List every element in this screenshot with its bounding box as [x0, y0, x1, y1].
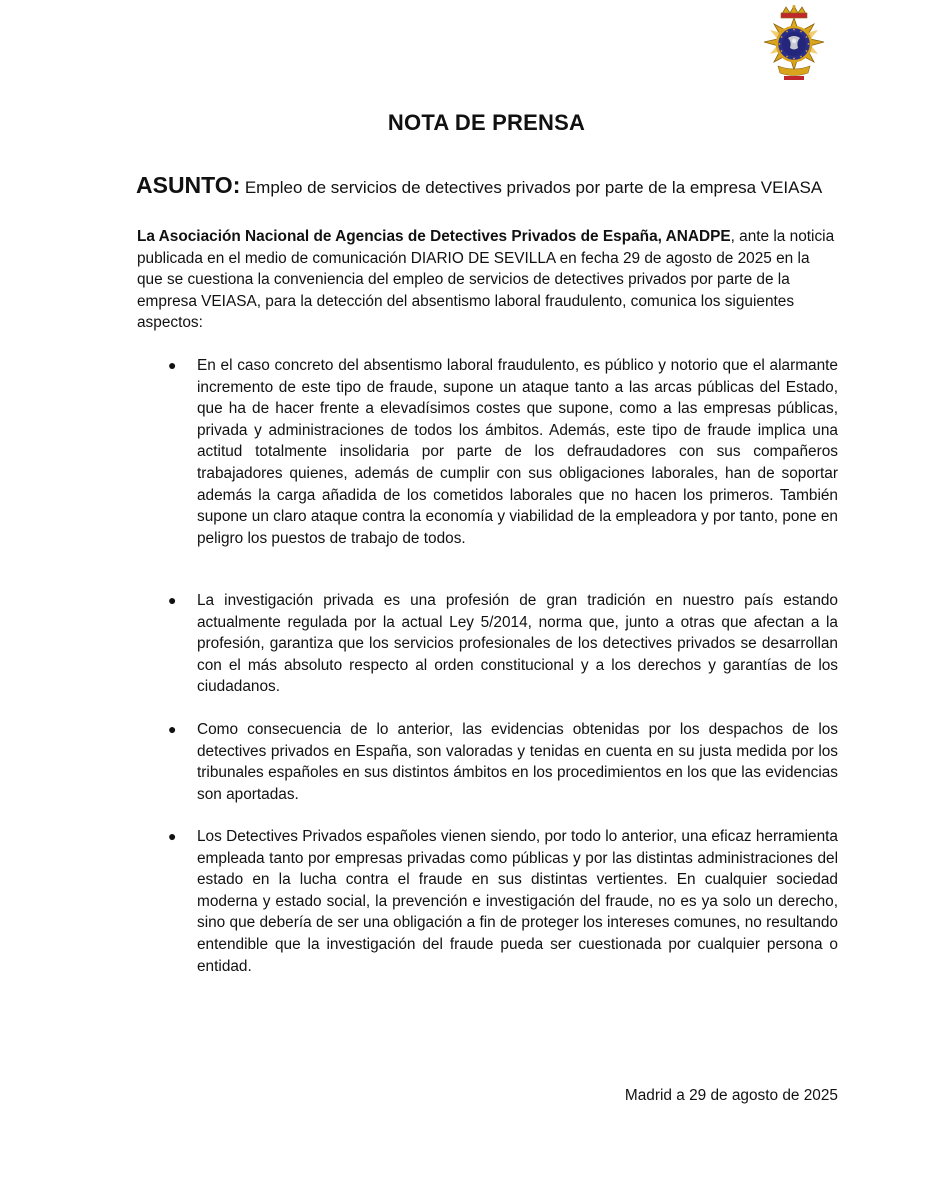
intro-text: , ante la noticia publicada en el medio de comunicación DIARIO DE SEVILLA en fecha 29 de agosto de 2025 en la que se cuestiona la conveniencia del empleo de servicios de detectives privados por parte de la empresa VEIASA, para la detección del absentismo laboral fraudulento, comunica los siguientes aspectos: [137, 228, 835, 332]
subject-text: Empleo de servicios de detectives privados por parte de la empresa VEIASA [244, 178, 823, 197]
bullet-icon: ● [168, 721, 177, 737]
list-item [168, 826, 838, 977]
list-item [168, 719, 838, 805]
bullet-text: Como consecuencia de lo anterior, las evidencias obtenidas por los despachos de los detectives privados en España, son valoradas y tenidas en cuenta en su justa medida por los tribunales españoles en sus distintos ámbitos en los procedimientos en los que las evidencias son aportadas. [197, 721, 838, 803]
page-title: NOTA DE PRENSA [387, 110, 586, 135]
list-item [168, 590, 838, 698]
bullet-icon: ● [168, 592, 177, 608]
bullet-text: La investigación privada es una profesión de gran tradición en nuestro país estando actualmente regulada por la actual Ley 5/2014, norma que, junto a otras que afectan a la profesión, garantiza que los servicios profesionales de los detectives privados se desarrollan con el más absoluto respecto al orden constitucional y a los derechos y garantías de los ciudadanos. [197, 592, 838, 696]
list-item [168, 355, 838, 549]
subject-label: ASUNTO: [136, 172, 241, 198]
bullet-icon: ● [168, 357, 177, 373]
bullet-icon: ● [168, 828, 177, 844]
bullet-text: Los Detectives Privados españoles vienen siendo, por todo lo anterior, una eficaz herramienta empleada tanto por empresas privadas como públicas y por las distintas administraciones del estado en la lucha contra el fraude en sus distintas vertientes. En cualquier sociedad moderna y estado social, la prevención e investigación del fraude, no es ya solo un derecho, sino que debería de ser una obligación a fin de proteger los intereses comunes, no resultando entendible que la investigación del fraude pueda ser cuestionada por cualquier persona o entidad. [197, 828, 838, 975]
bullet-text: En el caso concreto del absentismo laboral fraudulento, es público y notorio que el alarmante incremento de este tipo de fraude, supone un ataque tanto a las arcas públicas del Estado, que ha de hacer frente a elevadísimos costes que supone, como a las empresas públicas, privada y administraciones de todos los ámbitos. Además, este tipo de fraude implica una actitud totalmente insolidaria por parte de los defraudadores con sus compañeros trabajadores quienes, además de cumplir con sus obligaciones laborales, han de soportar además la carga añadida de los cometidos laborales que no hacen los primeros. También supone un claro ataque contra la economía y viabilidad de la empleadora y por tanto, pone en peligro los puestos de trabajo de todos. [197, 357, 838, 547]
signature-date: Madrid a 29 de agosto de 2025 [624, 1087, 838, 1104]
intro-org-name: La Asociación Nacional de Agencias de Detectives Privados de España, ANADPE [137, 228, 731, 245]
